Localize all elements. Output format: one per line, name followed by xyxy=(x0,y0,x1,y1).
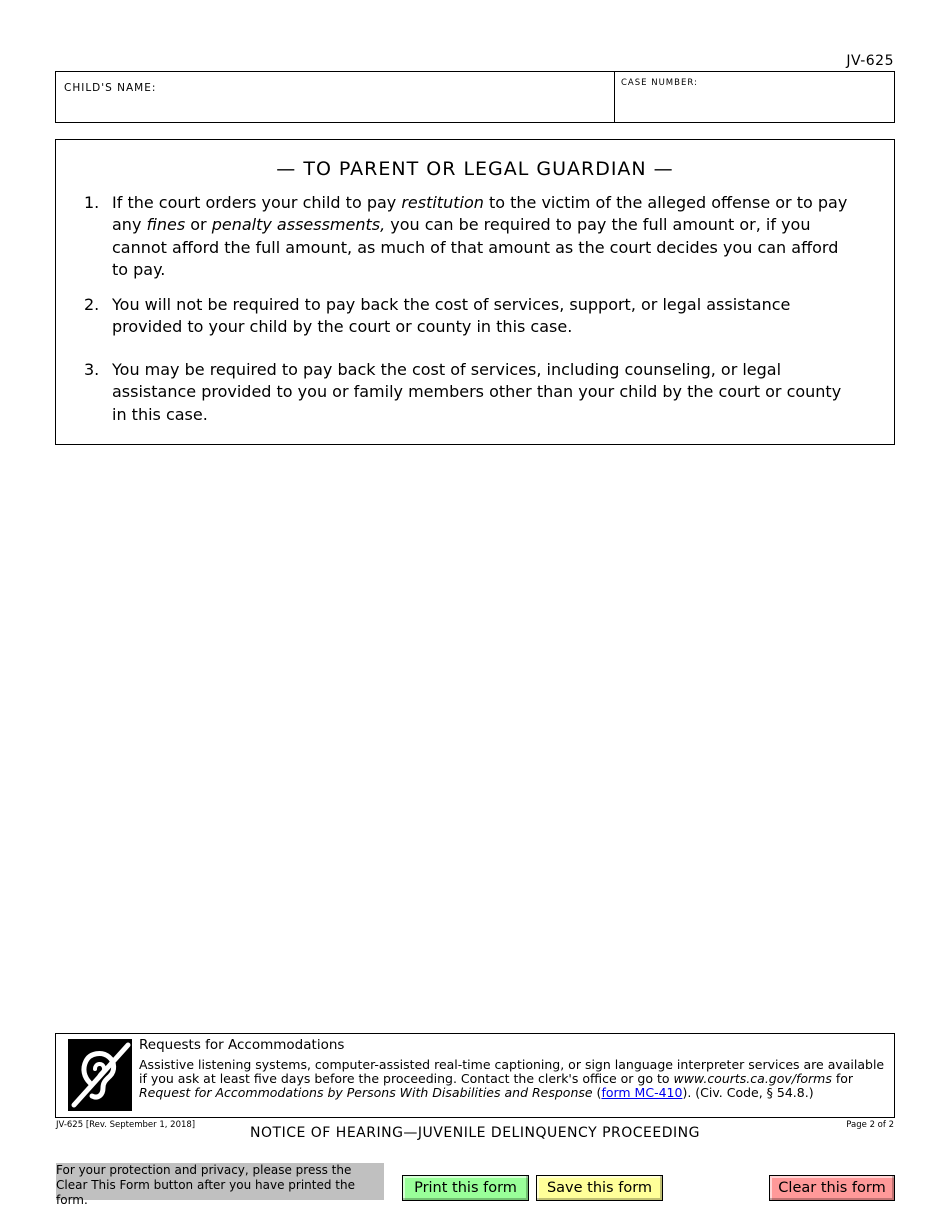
revision-note: JV-625 [Rev. September 1, 2018] xyxy=(56,1120,196,1130)
accommodations-text: Assistive listening systems, computer-assisted real-time captioning, or sign language interpreter services are available if you ask at least five days before the proceeding. Contact the clerk's office or go to www.courts.ca.gov/forms for Request for Accommodations by Persons With Disabilities and Response (form MC-410). (Civ. Code, § 54.8.) xyxy=(139,1057,885,1100)
save-form-button[interactable]: Save this form xyxy=(536,1175,663,1201)
clear-form-button[interactable]: Clear this form xyxy=(769,1175,895,1201)
accommodations-box xyxy=(55,1033,895,1118)
item-text: You will not be required to pay back the cost of services, support, or legal assistance provided to your child by the court or county in this case. xyxy=(112,295,791,337)
hearing-assistance-icon xyxy=(68,1039,132,1111)
courts-website: www.courts.ca.gov/forms xyxy=(673,1071,832,1086)
case-number-label: CASE NUMBER: xyxy=(621,78,698,88)
accommodations-title: Requests for Accommodations xyxy=(139,1037,345,1053)
child-name-label: CHILD'S NAME: xyxy=(64,82,157,94)
item-number: 2. xyxy=(84,295,100,314)
form-title: NOTICE OF HEARING—JUVENILE DELINQUENCY PROCEEDING xyxy=(250,1125,700,1141)
caption-box xyxy=(55,71,895,123)
notice-item-2 xyxy=(84,294,854,339)
form-mc-410-link[interactable]: form MC-410 xyxy=(601,1085,683,1100)
print-form-button[interactable]: Print this form xyxy=(402,1175,529,1201)
item-text: If the court orders your child to pay restitution to the victim of the alleged offense or to pay any fines or penalty assessments, you can be required to pay the full amount or, if you cannot afford the full amount, as much of that amount as the court decides you can afford to pay. xyxy=(112,193,848,280)
notice-item-3 xyxy=(84,359,854,426)
child-name-field[interactable] xyxy=(56,72,615,122)
privacy-note: For your protection and privacy, please press the Clear This Form button after you have printed the form. xyxy=(56,1163,384,1200)
notice-title: — TO PARENT OR LEGAL GUARDIAN — xyxy=(276,158,674,180)
accommodations-form-title: Request for Accommodations by Persons With Disabilities and Response xyxy=(139,1085,593,1100)
parent-notice-box xyxy=(55,139,895,445)
item-text: You may be required to pay back the cost of services, including counseling, or legal assistance provided to you or family members other than your child by the court or county in this case. xyxy=(112,360,842,424)
form-number: JV-625 xyxy=(846,53,894,69)
item-number: 1. xyxy=(84,193,100,212)
item-number: 3. xyxy=(84,360,100,379)
notice-item-1 xyxy=(84,192,854,282)
page-number: Page 2 of 2 xyxy=(846,1120,894,1130)
